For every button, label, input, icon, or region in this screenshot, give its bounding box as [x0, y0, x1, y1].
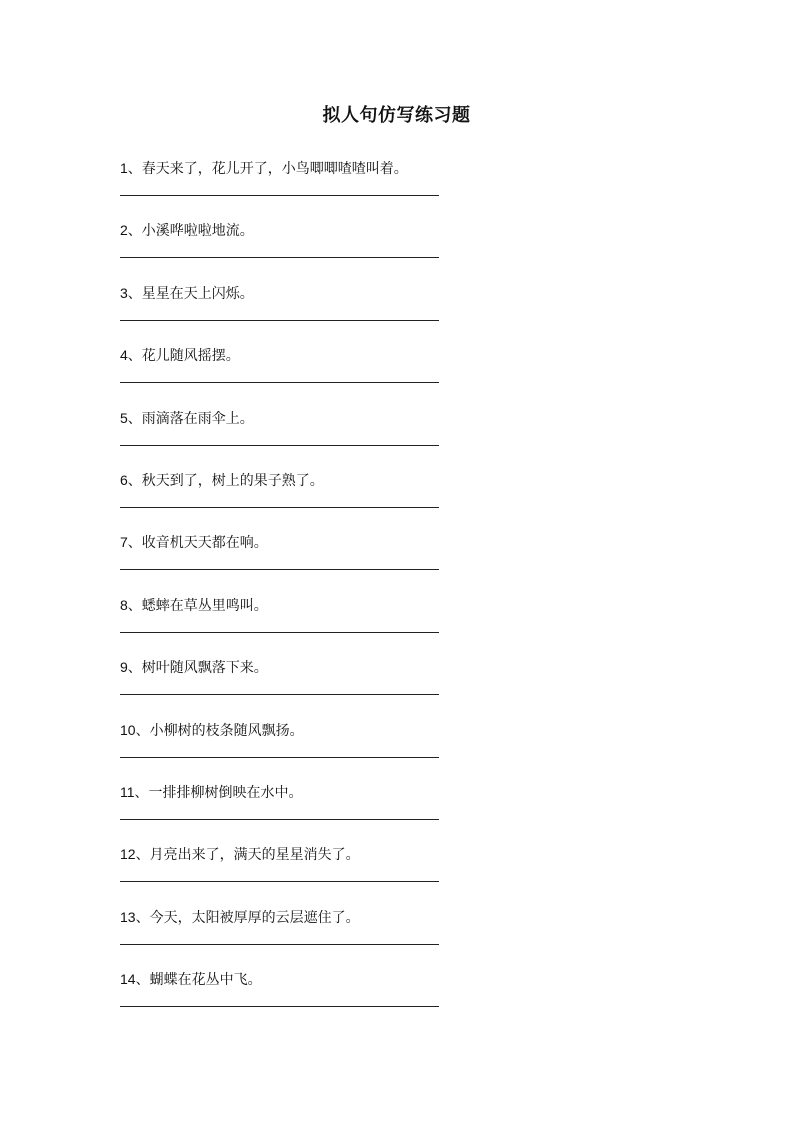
answer-line[interactable]: [120, 757, 439, 758]
exercise-separator: 、: [127, 472, 142, 489]
exercise-separator: 、: [127, 410, 142, 427]
answer-line[interactable]: [120, 944, 439, 945]
exercise-sentence: 秋天到了，树上的果子熟了。: [141, 472, 324, 489]
exercise-number: 3: [120, 284, 128, 301]
answer-line[interactable]: [120, 195, 439, 196]
exercise-item-5: [120, 406, 440, 468]
answer-line[interactable]: [120, 257, 439, 258]
exercise-sentence: 月亮出来了，满天的星星消失了。: [149, 847, 360, 864]
exercise-sentence: 小柳树的枝条随风飘扬。: [149, 722, 304, 739]
exercise-item-12: [120, 842, 440, 904]
exercise-item-14: [120, 967, 440, 1029]
exercise-sentence: 收音机天天都在响。: [141, 535, 268, 552]
exercise-text: [120, 595, 268, 616]
answer-line[interactable]: [120, 881, 439, 882]
exercise-separator: 、: [127, 348, 142, 365]
exercise-item-1: [120, 156, 440, 218]
exercise-number: 2: [120, 222, 128, 239]
answer-line[interactable]: [120, 382, 439, 383]
exercise-sentence: 小溪哗啦啦地流。: [141, 223, 254, 240]
exercise-sentence: 树叶随风飘落下来。: [141, 660, 268, 677]
exercise-number: 14: [120, 971, 136, 988]
exercise-text: [120, 345, 240, 366]
exercise-text: [120, 907, 360, 928]
exercise-item-13: [120, 905, 440, 967]
answer-line[interactable]: [120, 1006, 439, 1007]
exercise-sentence: 花儿随风摇摆。: [141, 348, 240, 365]
answer-line[interactable]: [120, 569, 439, 570]
exercise-separator: 、: [127, 285, 142, 302]
exercise-number: 9: [120, 659, 128, 676]
exercise-item-9: [120, 655, 440, 717]
worksheet-title: 拟人句仿写练习题: [322, 105, 471, 126]
exercise-text: [120, 158, 408, 179]
answer-line[interactable]: [120, 507, 439, 508]
exercise-list: [120, 156, 440, 1029]
exercise-item-2: [120, 218, 440, 280]
exercise-separator: 、: [135, 722, 150, 739]
exercise-item-6: [120, 468, 440, 530]
answer-line[interactable]: [120, 632, 439, 633]
answer-line[interactable]: [120, 694, 439, 695]
exercise-separator: 、: [134, 784, 149, 801]
exercise-sentence: 一排排柳树倒映在水中。: [148, 784, 303, 801]
exercise-number: 11: [120, 783, 135, 800]
exercise-item-10: [120, 718, 440, 780]
exercise-sentence: 雨滴落在雨伞上。: [141, 410, 254, 427]
exercise-text: [120, 720, 304, 741]
exercise-text: [120, 283, 254, 304]
exercise-number: 12: [120, 846, 136, 863]
exercise-separator: 、: [135, 909, 150, 926]
exercise-text: [120, 657, 268, 678]
exercise-number: 1: [120, 160, 128, 176]
exercise-item-7: [120, 530, 440, 592]
exercise-text: [120, 969, 262, 990]
exercise-separator: 、: [135, 847, 150, 864]
exercise-sentence: 蝴蝶在花丛中飞。: [149, 972, 262, 989]
exercise-text: [120, 844, 360, 865]
exercise-separator: 、: [127, 535, 142, 552]
exercise-text: [120, 220, 254, 241]
exercise-text: [120, 782, 303, 803]
answer-line[interactable]: [120, 320, 439, 321]
exercise-sentence: 蟋蟀在草丛里鸣叫。: [141, 597, 268, 614]
answer-line[interactable]: [120, 445, 439, 446]
exercise-number: 6: [120, 471, 128, 488]
exercise-separator: 、: [127, 161, 142, 177]
exercise-number: 5: [120, 409, 128, 426]
exercise-item-11: [120, 780, 440, 842]
exercise-number: 4: [120, 347, 128, 364]
exercise-item-4: [120, 343, 440, 405]
exercise-number: 13: [120, 908, 136, 925]
exercise-sentence: 春天来了，花儿开了，小鸟唧唧喳喳叫着。: [141, 161, 408, 177]
exercise-item-3: [120, 281, 440, 343]
exercise-separator: 、: [127, 597, 142, 614]
exercise-number: 8: [120, 596, 128, 613]
exercise-sentence: 星星在天上闪烁。: [141, 285, 254, 302]
exercise-separator: 、: [127, 660, 142, 677]
exercise-text: [120, 470, 324, 491]
exercise-number: 10: [120, 721, 136, 738]
exercise-number: 7: [120, 534, 128, 551]
exercise-sentence: 今天，太阳被厚厚的云层遮住了。: [149, 909, 360, 926]
exercise-item-8: [120, 593, 440, 655]
exercise-separator: 、: [127, 223, 142, 240]
exercise-text: [120, 408, 254, 429]
answer-line[interactable]: [120, 819, 439, 820]
exercise-separator: 、: [135, 972, 150, 989]
exercise-text: [120, 532, 268, 553]
